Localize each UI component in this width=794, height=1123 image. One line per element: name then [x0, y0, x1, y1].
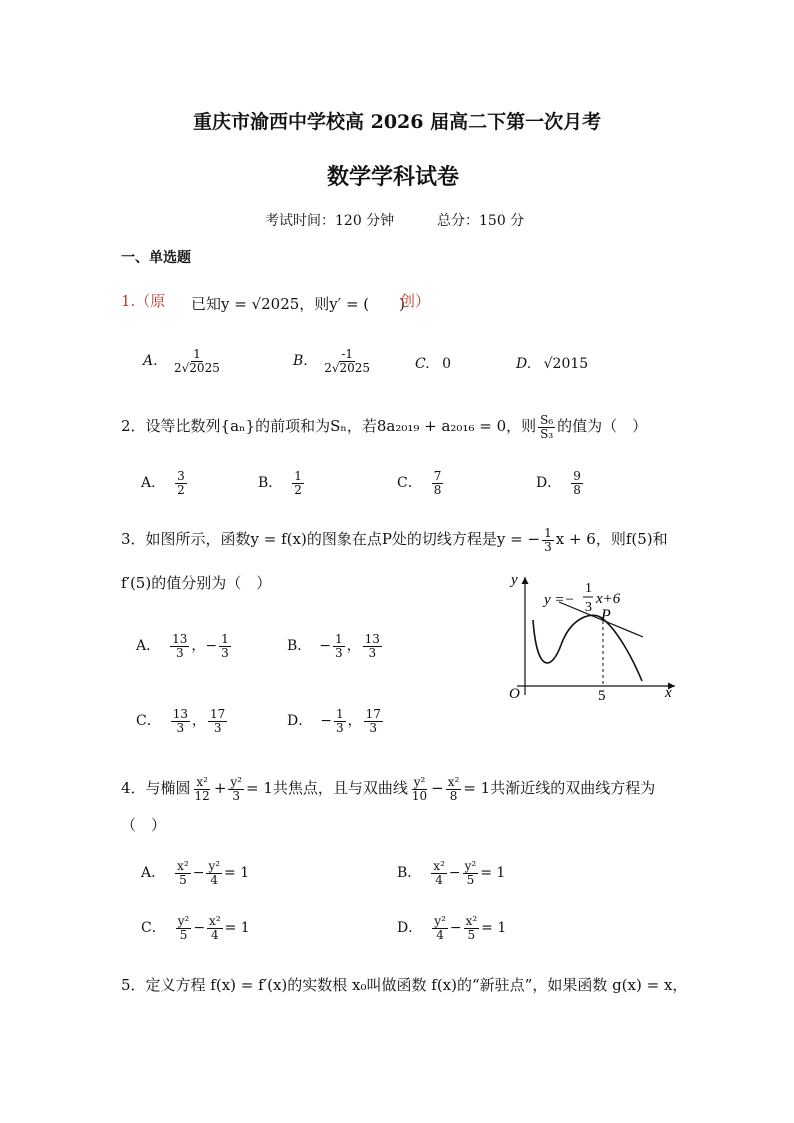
option-denominator: 3	[368, 645, 377, 660]
option-label: A．	[141, 475, 166, 492]
question-4	[121, 776, 655, 802]
option-denominator: 3	[176, 720, 185, 735]
option-label: B．	[258, 475, 283, 492]
option-sep: ，	[347, 713, 362, 730]
option-numerator: 7	[433, 469, 442, 483]
option-denominator: 3	[221, 645, 229, 660]
option-eq: = 1	[480, 865, 506, 882]
option-denominator: 2	[177, 482, 185, 497]
q1-option-a[interactable]	[143, 348, 224, 374]
q4-num: x²	[196, 775, 208, 789]
q3-line2: f′(5)的值分别为（ ）	[121, 574, 272, 592]
q3-option-a[interactable]	[136, 633, 233, 659]
option-value: 0	[442, 356, 452, 372]
origin-label: O	[509, 686, 520, 702]
option-numerator: 1	[335, 632, 343, 646]
point-p-label: P	[601, 607, 611, 624]
option-numerator: 3	[177, 469, 185, 483]
option-numerator: y²	[208, 859, 221, 873]
option-denominator: 4	[436, 927, 444, 942]
q4-den: 12	[194, 788, 210, 803]
option-numerator: 1	[193, 347, 201, 361]
option-numerator: 17	[365, 707, 381, 721]
option-numerator: x²	[177, 859, 189, 873]
q4-op: −	[431, 779, 444, 798]
q4-option-a[interactable]: A． $\frac{\text{x²}}{5}$ − $\frac{\text{y²}}{4}$ = 1	[141, 859, 250, 887]
q1-option-b[interactable]	[293, 348, 374, 374]
question-3	[121, 527, 668, 553]
tick-5-label: 5	[598, 688, 606, 704]
option-label: D．	[287, 713, 313, 730]
option-value: √2015	[543, 356, 589, 372]
q2-option-a[interactable]	[141, 470, 189, 496]
option-eq: = 1	[481, 920, 507, 937]
option-numerator: 13	[172, 632, 188, 646]
y-axis-label: y	[511, 572, 518, 588]
option-sep: ，	[346, 638, 361, 655]
question-5: 5．定义方程 f(x) = f′(x)的实数根 x₀叫做函数 f(x)的“新驻点”，如果函数 g(x) = x，	[121, 976, 688, 994]
total-score: 总分：150 分	[437, 213, 525, 229]
option-label: C．	[397, 475, 422, 492]
function-curve	[533, 615, 642, 681]
option-numerator: x²	[465, 914, 478, 928]
option-denominator: 5	[466, 872, 475, 887]
option-numerator: -1	[341, 347, 353, 361]
option-label: B.	[293, 353, 308, 370]
q4-line2: （ ）	[121, 816, 167, 834]
option-numerator: 1	[294, 469, 302, 483]
question-1	[121, 294, 165, 309]
option-denominator: 4	[435, 872, 443, 887]
q3-text-b: x + 6，则f(5)和	[555, 530, 668, 549]
option-label: A．	[141, 865, 166, 882]
q4-num: x²	[447, 775, 460, 789]
option-numerator: 1	[221, 632, 229, 646]
option-label: A．	[136, 638, 161, 655]
option-eq: = 1	[224, 920, 250, 937]
option-sign: −	[319, 638, 332, 655]
option-denominator: 5	[179, 927, 188, 942]
q4-den: 10	[411, 788, 428, 803]
q2-frac-den: S₃	[540, 426, 554, 441]
option-label: D.	[516, 356, 532, 372]
q1-option-c[interactable]	[415, 356, 451, 372]
option-sep: ，−	[191, 638, 218, 655]
q3-option-c[interactable]	[136, 708, 229, 734]
q2-text-b: 的值为（ ）	[557, 417, 648, 436]
option-denominator: 4	[210, 872, 219, 887]
q2-frac-num: S₆	[540, 413, 554, 427]
tangent-label-b: x+6	[596, 591, 621, 607]
option-label: C．	[136, 713, 161, 730]
q2-option-b[interactable]	[258, 470, 306, 496]
x-axis-label: x	[665, 685, 672, 701]
q3-text-a: 3．如图所示，函数y = f(x)的图象在点P处的切线方程是y = −	[121, 530, 541, 549]
q4-option-b[interactable]: B． $\frac{\text{x²}}{4}$ − $\frac{\text{y²}}{5}$ = 1	[397, 859, 506, 887]
q3-figure	[497, 565, 697, 705]
option-denominator: 3	[213, 720, 222, 735]
school-title: 重庆市渝西中学校高 2026 届高二下第一次月考	[193, 111, 602, 133]
q4-num: y²	[230, 775, 242, 789]
option-label: B．	[287, 638, 312, 655]
q4-text-a: 4．与椭圆	[121, 779, 191, 798]
option-sep: ，	[192, 713, 206, 730]
option-numerator: x²	[433, 859, 445, 873]
option-label: D．	[397, 920, 423, 937]
option-numerator: 1	[335, 707, 344, 721]
q3-option-d[interactable]	[287, 708, 385, 734]
option-label: D．	[536, 475, 562, 492]
q4-den: 8	[449, 788, 458, 803]
exam-title: 数学学科试卷	[327, 164, 460, 190]
tangent-den: 3	[585, 600, 592, 615]
q2-option-d[interactable]	[536, 470, 585, 496]
option-denominator: 2√2025	[174, 360, 220, 375]
option-numerator: y²	[464, 859, 477, 873]
option-denominator: 8	[433, 482, 442, 497]
q1-text: 已知y = √2025，则y′ = ( )	[191, 295, 405, 313]
q2-option-c[interactable]	[397, 470, 445, 496]
option-label: C.	[415, 356, 430, 372]
option-denominator: 8	[573, 482, 581, 497]
option-numerator: 17	[210, 707, 226, 721]
option-denominator: 2√2025	[324, 360, 371, 375]
q2-text-a: 2．设等比数列{aₙ}的前项和为Sₙ，若8a₂₀₁₉ + a₂₀₁₆ = 0，则	[121, 417, 537, 436]
option-denominator: 2	[294, 482, 302, 497]
option-label: A.	[143, 353, 158, 370]
q1-tail: 创）	[400, 292, 431, 310]
option-numerator: 9	[573, 469, 581, 483]
option-sign: −	[320, 713, 332, 730]
q3-frac-den: 3	[544, 539, 552, 554]
option-denominator: 3	[335, 645, 343, 660]
q1-number: 1.（原	[121, 292, 166, 310]
exam-time: 考试时间：120 分钟	[265, 213, 395, 229]
q3-option-b[interactable]	[287, 633, 384, 659]
option-numerator: 13	[172, 707, 188, 721]
section-title: 一、单选题	[121, 250, 191, 266]
q4-den: 3	[232, 788, 241, 803]
q4-op: +	[213, 779, 227, 798]
option-denominator: 3	[369, 720, 378, 735]
option-numerator: x²	[209, 914, 221, 928]
tangent-label-a: y =−	[544, 592, 575, 608]
option-denominator: 5	[467, 927, 476, 942]
option-denominator: 5	[179, 872, 187, 887]
q4-text-c: = 1共渐近线的双曲线方程为	[463, 779, 656, 798]
option-numerator: y²	[434, 914, 446, 928]
q4-option-c[interactable]: C． $\frac{\text{y²}}{5}$ − $\frac{\text{x²}}{4}$ = 1	[141, 914, 250, 942]
option-label: B．	[397, 865, 422, 882]
option-label: C．	[141, 920, 166, 937]
q4-num: y²	[413, 775, 426, 789]
option-numerator: 13	[364, 632, 380, 646]
q4-option-d[interactable]: D． $\frac{\text{y²}}{4}$ − $\frac{\text{x²}}{5}$ = 1	[397, 914, 507, 942]
option-numerator: y²	[177, 914, 190, 928]
question-2	[121, 414, 647, 440]
option-eq: = 1	[224, 865, 250, 882]
option-denominator: 3	[175, 645, 184, 660]
tangent-num: 1	[585, 581, 592, 596]
option-denominator: 4	[211, 927, 219, 942]
q4-text-b: = 1共焦点，且与双曲线	[246, 779, 408, 798]
option-denominator: 3	[335, 720, 344, 735]
q1-option-d[interactable]	[516, 356, 588, 372]
q3-frac-num: 1	[544, 526, 552, 540]
